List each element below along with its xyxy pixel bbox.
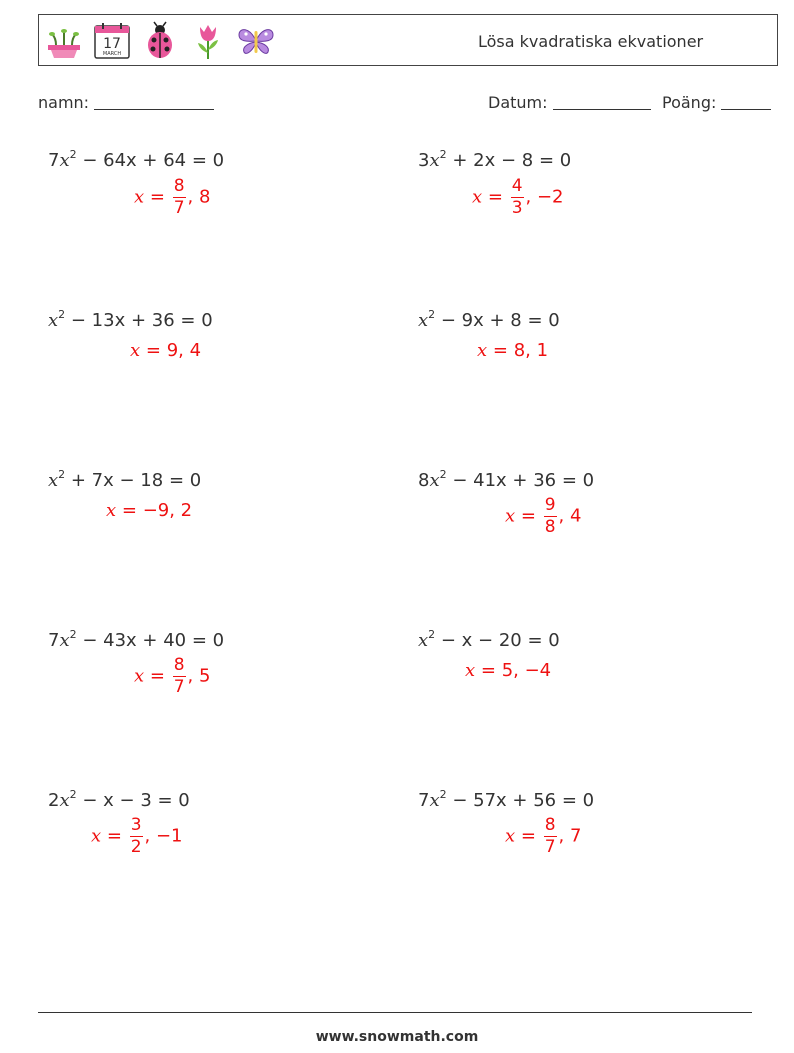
calendar-day: 17 [103, 36, 121, 52]
fraction-numerator: 4 [511, 176, 523, 196]
ladybug-icon [140, 21, 180, 61]
fraction-numerator: 8 [544, 815, 556, 835]
butterfly-icon [236, 21, 276, 61]
fraction [544, 497, 557, 536]
equation-rest: − x − 3 = 0 [76, 790, 190, 811]
coefficient: 7 [48, 150, 60, 171]
equation-rest: + 7x − 18 = 0 [65, 470, 202, 491]
score-label: Poäng: [662, 93, 717, 112]
answer: x = −9, 2 [106, 500, 193, 521]
equation-rest: − 13x + 36 = 0 [65, 310, 213, 331]
footer-divider [38, 1012, 752, 1013]
fraction-denominator: 7 [544, 837, 556, 857]
fraction-denominator: 2 [130, 837, 142, 857]
answer-text: = 9, 4 [145, 340, 202, 361]
problem-equation: $x^2 - x - 20 = 0$ [418, 628, 560, 651]
problem-equation: $7x^2 - 57x + 56 = 0$ [418, 788, 595, 811]
fraction-numerator: 9 [544, 495, 556, 515]
answer-rest: , 8 [187, 186, 211, 208]
score-blank [721, 93, 771, 110]
answer-rest: , 4 [558, 505, 582, 527]
date-label: Datum: [488, 93, 548, 112]
coefficient: 7 [418, 790, 430, 811]
answer: x = $\frac{9}{8}$ , 4 [505, 495, 582, 537]
fraction-numerator: 8 [173, 655, 185, 675]
answer: x = 5, −4 [465, 660, 552, 681]
answer-rest: , −2 [525, 186, 564, 208]
answer: x = $\frac{8}{7}$ , 5 [134, 655, 211, 697]
equation-rest: − x − 20 = 0 [435, 630, 560, 651]
tulip-icon [188, 21, 228, 61]
flower-pot-icon [44, 21, 84, 61]
answer-text: = −9, 2 [121, 500, 193, 521]
answer-text: = 5, −4 [480, 660, 552, 681]
calendar-icon [92, 21, 132, 61]
answer-rest: , −1 [144, 825, 183, 847]
answer: x = $\frac{8}{7}$ , 8 [134, 176, 211, 218]
date-field [488, 93, 651, 112]
problem-equation: $7x^2 - 43x + 40 = 0$ [48, 628, 225, 651]
equation-rest: + 2x − 8 = 0 [446, 150, 572, 171]
header-icons [44, 21, 284, 61]
fraction-numerator: 3 [130, 815, 142, 835]
answer: x = $\frac{8}{7}$ , 7 [505, 815, 582, 857]
problem-equation: $x^2 + 7x - 18 = 0$ [48, 468, 202, 491]
answer-rest: , 5 [187, 665, 211, 687]
coefficient: 8 [418, 470, 430, 491]
fraction-denominator: 7 [173, 198, 185, 218]
fraction [130, 817, 143, 856]
problem-equation: $x^2 - 13x + 36 = 0$ [48, 308, 213, 331]
problem-equation: $x^2 - 9x + 8 = 0$ [418, 308, 560, 331]
problem-equation: $8x^2 - 41x + 36 = 0$ [418, 468, 595, 491]
fraction-denominator: 7 [173, 677, 185, 697]
fraction-denominator: 3 [511, 198, 523, 218]
answer-rest: , 7 [558, 825, 582, 847]
problem-equation: $3x^2 + 2x - 8 = 0$ [418, 148, 572, 171]
worksheet-title: Lösa kvadratiska ekvationer [478, 32, 704, 51]
problem-equation: $7x^2 - 64x + 64 = 0$ [48, 148, 225, 171]
footer-site: www.snowmath.com [315, 1029, 479, 1045]
coefficient: 7 [48, 630, 60, 651]
equation-rest: − 9x + 8 = 0 [435, 310, 560, 331]
header-box [38, 14, 778, 66]
name-blank [94, 93, 214, 110]
equation-rest: − 43x + 40 = 0 [76, 630, 225, 651]
calendar-month: MARCH [102, 51, 122, 57]
name-field [38, 93, 214, 112]
answer: x = 8, 1 [477, 340, 549, 361]
answer: x = $\frac{4}{3}$ , −2 [472, 176, 564, 218]
answer: x = $\frac{3}{2}$ , −1 [91, 815, 183, 857]
fraction [544, 817, 557, 856]
equation-rest: − 41x + 36 = 0 [446, 470, 595, 491]
answer-text: = 8, 1 [492, 340, 549, 361]
date-blank [553, 93, 651, 110]
fraction-numerator: 8 [173, 176, 185, 196]
name-label: namn: [38, 93, 90, 112]
score-field [662, 93, 771, 112]
coefficient: 2 [48, 790, 60, 811]
fraction [511, 178, 524, 217]
fraction [173, 178, 186, 217]
equation-rest: − 57x + 56 = 0 [446, 790, 595, 811]
equation-rest: − 64x + 64 = 0 [76, 150, 225, 171]
fraction-denominator: 8 [544, 517, 556, 537]
answer: x = 9, 4 [130, 340, 202, 361]
problem-equation: $2x^2 - x - 3 = 0$ [48, 788, 190, 811]
coefficient: 3 [418, 150, 430, 171]
fraction [173, 657, 186, 696]
